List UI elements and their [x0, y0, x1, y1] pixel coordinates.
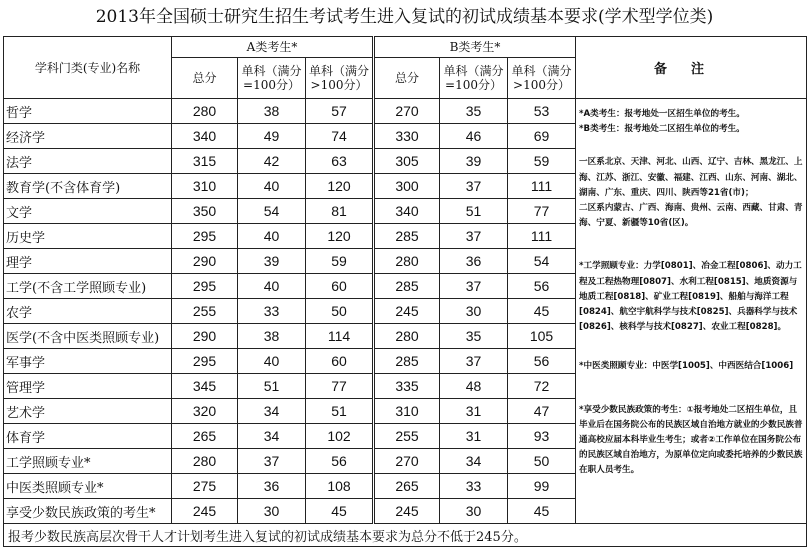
- page-title: 2013年全国硕士研究生招生考试考生进入复试的初试成绩基本要求(学术型学位类): [95, 7, 714, 27]
- b-total-header: 总分: [374, 58, 440, 99]
- subject-name: 艺术学: [4, 399, 172, 424]
- subject-name: 医学(不含中医类照顾专业): [4, 324, 172, 349]
- remark-region-2: 二区系内蒙古、广西、海南、贵州、云南、西藏、甘肃、青海、宁夏、新疆等10省(区)。: [579, 203, 803, 229]
- a-total-cell: 280: [172, 99, 238, 124]
- a-single-gt100-cell: 102: [306, 424, 374, 449]
- b-total-cell: 330: [374, 124, 440, 149]
- subject-name: 农学: [4, 299, 172, 324]
- b-total-cell: 300: [374, 174, 440, 199]
- subject-name: 工学照顾专业*: [4, 449, 172, 474]
- a-total-cell: 245: [172, 499, 238, 524]
- a-total-cell: 320: [172, 399, 238, 424]
- b-single-gt100-cell: 45: [508, 499, 576, 524]
- a-single-100-cell: 40: [238, 274, 306, 299]
- a-total-cell: 275: [172, 474, 238, 499]
- b-single-100-cell: 33: [440, 474, 508, 499]
- b-single-gt100-cell: 50: [508, 449, 576, 474]
- b-total-cell: 335: [374, 374, 440, 399]
- subject-name: 享受少数民族政策的考生*: [4, 499, 172, 524]
- b-total-cell: 305: [374, 149, 440, 174]
- subject-name: 工学(不含工学照顾专业): [4, 274, 172, 299]
- b-single-100-header: 单科（满分=100分）: [440, 58, 508, 99]
- b-single-gt100-cell: 56: [508, 349, 576, 374]
- a-single-gt100-cell: 51: [306, 399, 374, 424]
- score-table-container: [3, 36, 806, 554]
- subject-name: 中医类照顾专业*: [4, 474, 172, 499]
- b-total-cell: 285: [374, 224, 440, 249]
- remark-engineering: *工学照顾专业：力学[0801]、冶金工程[0806]、动力工程及工程热物理[0807]、水利工程[0815]、地质资源与地质工程[0818]、矿业工程[0819]、船舶与海洋工程[0824]、航空宇航科学与技术[0825]、兵器科学与技术[0826]、核科学与技术[0827]、农业工程[0828]。: [579, 261, 802, 333]
- a-total-header: 总分: [172, 58, 238, 99]
- b-single-gt100-cell: 111: [508, 174, 576, 199]
- a-total-cell: 265: [172, 424, 238, 449]
- b-total-cell: 280: [374, 249, 440, 274]
- a-single-gt100-cell: 59: [306, 249, 374, 274]
- a-total-cell: 315: [172, 149, 238, 174]
- a-single-gt100-cell: 45: [306, 499, 374, 524]
- b-single-100-cell: 37: [440, 224, 508, 249]
- b-single-gt100-cell: 105: [508, 324, 576, 349]
- a-single-gt100-header: 单科（满分>100分）: [306, 58, 374, 99]
- b-total-cell: 285: [374, 274, 440, 299]
- b-single-gt100-cell: 56: [508, 274, 576, 299]
- b-single-gt100-cell: 53: [508, 99, 576, 124]
- b-single-100-cell: 35: [440, 99, 508, 124]
- subject-name: 理学: [4, 249, 172, 274]
- subject-name: 文学: [4, 199, 172, 224]
- b-single-gt100-cell: 72: [508, 374, 576, 399]
- b-single-100-cell: 31: [440, 399, 508, 424]
- a-single-100-cell: 54: [238, 199, 306, 224]
- a-total-cell: 295: [172, 274, 238, 299]
- a-total-cell: 295: [172, 349, 238, 374]
- a-total-cell: 290: [172, 324, 238, 349]
- a-single-100-cell: 49: [238, 124, 306, 149]
- remark-b-class: *B类考生：报考地处二区招生单位的考生。: [579, 124, 745, 135]
- subject-name: 体育学: [4, 424, 172, 449]
- a-single-gt100-cell: 57: [306, 99, 374, 124]
- footer-note: 报考少数民族高层次骨干人才计划考生进入复试的初试成绩基本要求为总分不低于245分。: [4, 524, 807, 547]
- footer-row: [4, 524, 807, 547]
- a-single-gt100-cell: 120: [306, 174, 374, 199]
- a-total-cell: 310: [172, 174, 238, 199]
- subject-name: 军事学: [4, 349, 172, 374]
- b-single-100-cell: 30: [440, 299, 508, 324]
- a-single-gt100-cell: 56: [306, 449, 374, 474]
- a-single-100-cell: 37: [238, 449, 306, 474]
- b-single-100-cell: 37: [440, 349, 508, 374]
- a-single-gt100-cell: 60: [306, 349, 374, 374]
- b-total-cell: 245: [374, 499, 440, 524]
- a-single-100-cell: 42: [238, 149, 306, 174]
- b-single-100-cell: 34: [440, 449, 508, 474]
- a-total-cell: 345: [172, 374, 238, 399]
- a-single-100-cell: 30: [238, 499, 306, 524]
- b-single-gt100-cell: 45: [508, 299, 576, 324]
- score-table-body: [4, 37, 807, 547]
- b-single-100-cell: 30: [440, 499, 508, 524]
- b-single-100-cell: 35: [440, 324, 508, 349]
- a-single-100-header: 单科（满分=100分）: [238, 58, 306, 99]
- b-single-gt100-cell: 111: [508, 224, 576, 249]
- a-single-100-cell: 40: [238, 224, 306, 249]
- a-total-cell: 280: [172, 449, 238, 474]
- b-single-gt100-cell: 69: [508, 124, 576, 149]
- b-single-gt100-header: 单科（满分>100分）: [508, 58, 576, 99]
- group-a-header: A类考生*: [172, 37, 374, 58]
- subject-name: 管理学: [4, 374, 172, 399]
- a-single-100-cell: 40: [238, 174, 306, 199]
- a-single-100-cell: 36: [238, 474, 306, 499]
- remark-minority: *享受少数民族政策的考生：①报考地处二区招生单位，且毕业后在国务院公布的民族区域自治地方就业的少数民族普通高校应届本科毕业生考生；或者②工作单位在国务院公布的民族区域自治地方，为原单位定向或委托培养的少数民族在职人员考生。: [579, 404, 803, 476]
- a-total-cell: 290: [172, 249, 238, 274]
- a-single-gt100-cell: 108: [306, 474, 374, 499]
- a-single-gt100-cell: 81: [306, 199, 374, 224]
- remarks-header: 备注: [576, 37, 807, 99]
- a-total-cell: 350: [172, 199, 238, 224]
- table-row: [4, 99, 807, 124]
- subject-name: 经济学: [4, 124, 172, 149]
- b-total-cell: 255: [374, 424, 440, 449]
- a-single-100-cell: 38: [238, 99, 306, 124]
- score-table: [3, 36, 807, 547]
- b-single-100-cell: 37: [440, 274, 508, 299]
- subject-name: 哲学: [4, 99, 172, 124]
- remark-a-class: *A类考生：报考地处一区招生单位的考生。: [579, 109, 745, 119]
- b-total-cell: 270: [374, 449, 440, 474]
- b-single-gt100-cell: 99: [508, 474, 576, 499]
- group-b-header: B类考生*: [374, 37, 576, 58]
- a-single-100-cell: 34: [238, 424, 306, 449]
- a-single-gt100-cell: 50: [306, 299, 374, 324]
- b-total-cell: 270: [374, 99, 440, 124]
- subject-column-header: 学科门类(专业)名称: [4, 37, 172, 99]
- b-single-gt100-cell: 93: [508, 424, 576, 449]
- a-total-cell: 295: [172, 224, 238, 249]
- b-single-gt100-cell: 77: [508, 199, 576, 224]
- a-single-gt100-cell: 74: [306, 124, 374, 149]
- b-single-gt100-cell: 47: [508, 399, 576, 424]
- remarks-cell: [576, 99, 807, 524]
- b-total-cell: 285: [374, 349, 440, 374]
- subject-name: 法学: [4, 149, 172, 174]
- a-total-cell: 255: [172, 299, 238, 324]
- a-single-gt100-cell: 77: [306, 374, 374, 399]
- a-single-gt100-cell: 60: [306, 274, 374, 299]
- b-total-cell: 265: [374, 474, 440, 499]
- a-single-100-cell: 38: [238, 324, 306, 349]
- b-single-100-cell: 31: [440, 424, 508, 449]
- header-row-1: [4, 37, 807, 58]
- a-single-100-cell: 40: [238, 349, 306, 374]
- b-total-cell: 280: [374, 324, 440, 349]
- a-single-100-cell: 33: [238, 299, 306, 324]
- b-single-gt100-cell: 59: [508, 149, 576, 174]
- a-total-cell: 340: [172, 124, 238, 149]
- b-single-100-cell: 37: [440, 174, 508, 199]
- b-total-cell: 340: [374, 199, 440, 224]
- subject-name: 教育学(不含体育学): [4, 174, 172, 199]
- remark-region-1: 一区系北京、天津、河北、山西、辽宁、吉林、黑龙江、上海、江苏、浙江、安徽、福建、江西、山东、河南、湖北、湖南、广东、重庆、四川、陕西等21省(市)；: [579, 157, 803, 198]
- subject-name: 历史学: [4, 224, 172, 249]
- a-single-gt100-cell: 114: [306, 324, 374, 349]
- a-single-gt100-cell: 63: [306, 149, 374, 174]
- a-single-100-cell: 39: [238, 249, 306, 274]
- b-total-cell: 310: [374, 399, 440, 424]
- a-single-100-cell: 34: [238, 399, 306, 424]
- b-single-100-cell: 46: [440, 124, 508, 149]
- a-single-gt100-cell: 120: [306, 224, 374, 249]
- b-single-100-cell: 51: [440, 199, 508, 224]
- b-total-cell: 245: [374, 299, 440, 324]
- b-single-100-cell: 48: [440, 374, 508, 399]
- b-single-gt100-cell: 54: [508, 249, 576, 274]
- b-single-100-cell: 39: [440, 149, 508, 174]
- a-single-100-cell: 51: [238, 374, 306, 399]
- remark-tcm: *中医类照顾专业：中医学[1005]、中西医结合[1006]: [579, 361, 794, 372]
- b-single-100-cell: 36: [440, 249, 508, 274]
